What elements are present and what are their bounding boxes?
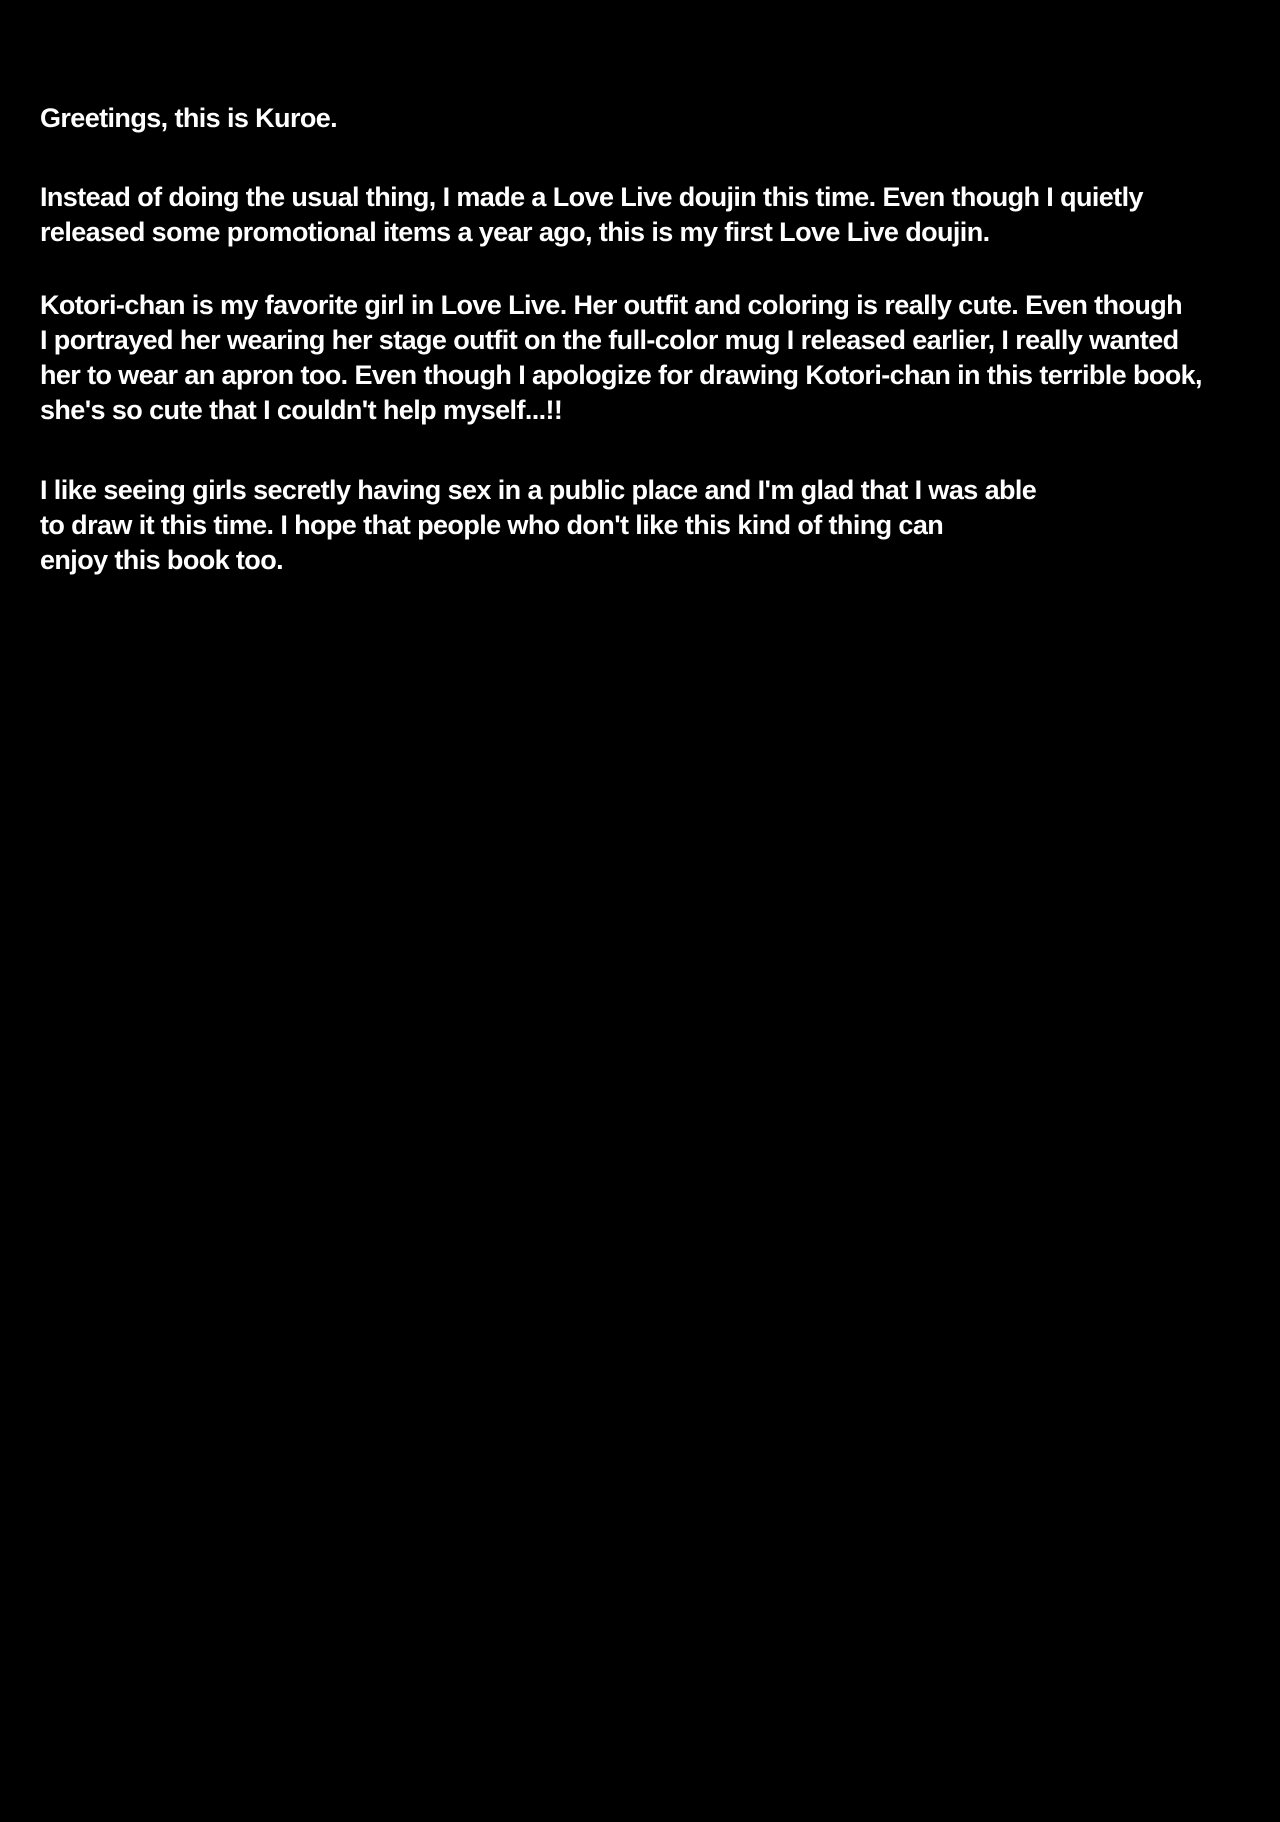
afterword-line: Kotori-chan is my favorite girl in Love Live. Her outfit and coloring is really cute. Even though (40, 290, 1182, 320)
afterword-greeting-paragraph (40, 101, 1244, 136)
afterword-line: her to wear an apron too. Even though I apologize for drawing Kotori-chan in this terrible book, (40, 360, 1202, 390)
afterword-line: she's so cute that I couldn't help myself...!! (40, 395, 563, 425)
afterword-line: I portrayed her wearing her stage outfit on the full-color mug I released earlier, I really wanted (40, 325, 1179, 355)
afterword-closing-paragraph (40, 473, 1244, 578)
afterword-line: to draw it this time. I hope that people who don't like this kind of thing can (40, 510, 944, 540)
afterword-line: Greetings, this is Kuroe. (40, 103, 338, 133)
afterword-text-block (40, 101, 1244, 578)
afterword-line: I like seeing girls secretly having sex in a public place and I'm glad that I was able (40, 475, 1037, 505)
afterword-kotori-paragraph (40, 288, 1244, 428)
afterword-line: Instead of doing the usual thing, I made a Love Live doujin this time. Even though I quietly (40, 182, 1143, 212)
afterword-line: released some promotional items a year ago, this is my first Love Live doujin. (40, 217, 990, 247)
afterword-line: enjoy this book too. (40, 545, 283, 575)
afterword-intro-paragraph (40, 180, 1244, 250)
